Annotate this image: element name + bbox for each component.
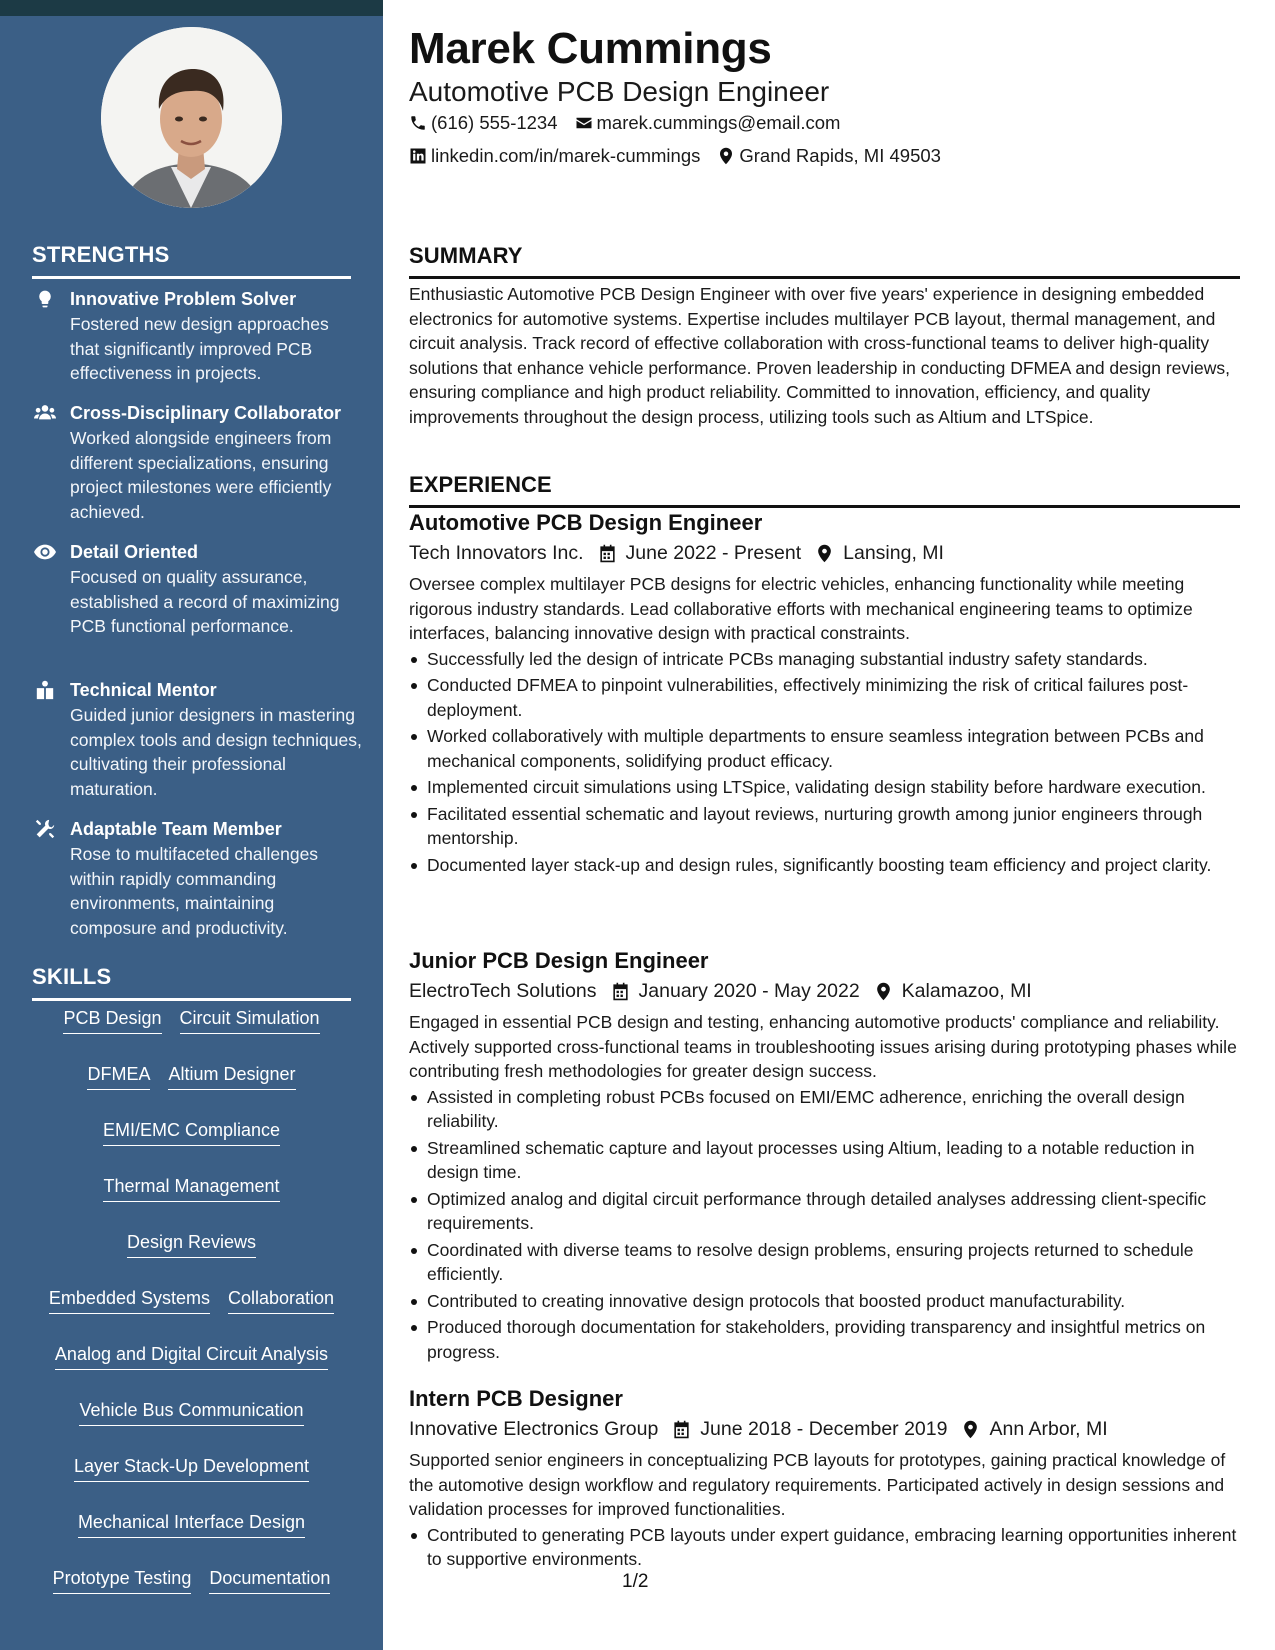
map-pin-icon — [961, 1420, 980, 1439]
company-name: Innovative Electronics Group — [409, 1418, 659, 1440]
candidate-name: Marek Cummings — [409, 24, 772, 73]
job-title: Automotive PCB Design Engineer — [409, 510, 763, 535]
job-location: Kalamazoo, MI — [874, 976, 1032, 1006]
strength-description: Rose to multifaceted challenges within rapidly commanding environments, maintaining composure and productivity. — [70, 844, 319, 938]
skill-tag: Design Reviews — [127, 1230, 256, 1258]
job-location: Lansing, MI — [815, 538, 944, 568]
envelope-icon — [575, 114, 593, 132]
map-pin-icon — [874, 982, 893, 1001]
map-pin-icon — [815, 544, 834, 563]
lightbulb-icon — [32, 287, 70, 309]
strength-title: Innovative Problem Solver — [70, 289, 297, 309]
mentor-icon — [32, 678, 70, 700]
list-item: Optimized analog and digital circuit performance through detailed analyses addressing client-specific requirements. — [409, 1187, 1240, 1236]
strength-description: Fostered new design approaches that significantly improved PCB effectiveness in projects. — [70, 314, 329, 383]
strength-description: Focused on quality assurance, established a record of maximizing PCB functional performance. — [70, 567, 340, 636]
strengths-heading: STRENGTHS — [32, 242, 351, 279]
location-text: Grand Rapids, MI 49503 — [739, 145, 941, 166]
contact-row — [409, 145, 958, 167]
list-item: Successfully led the design of intricate PCBs managing substantial industry safety standards. — [409, 647, 1240, 672]
job-title: Intern PCB Designer — [409, 1386, 623, 1411]
skill-tag: DFMEA — [87, 1062, 150, 1090]
job-entry — [409, 946, 1240, 1366]
linkedin-text: linkedin.com/in/marek-cummings — [431, 145, 701, 166]
job-description: Oversee complex multilayer PCB designs for electric vehicles, enhancing functionality while meeting rigorous industry standards. Lead collaborative efforts with mechanical engineering teams to optimize interfaces, balancing innovative design with practical constraints. — [409, 574, 1193, 643]
list-item: Assisted in completing robust PCBs focused on EMI/EMC adherence, enriching the overall design reliability. — [409, 1085, 1240, 1134]
strength-item — [32, 401, 362, 524]
contact-row — [409, 112, 857, 134]
strength-item — [32, 540, 362, 639]
job-meta — [409, 976, 1240, 1006]
strength-title: Cross-Disciplinary Collaborator — [70, 403, 342, 423]
job-dates: June 2018 - December 2019 — [672, 1414, 947, 1444]
skill-tag: Altium Designer — [168, 1062, 295, 1090]
contact-location — [717, 145, 941, 167]
page-number: 1/2 — [622, 1571, 649, 1592]
skill-tag: Prototype Testing — [53, 1566, 192, 1594]
skill-tag: Embedded Systems — [49, 1286, 210, 1314]
skill-tag: Thermal Management — [103, 1174, 279, 1202]
list-item: Implemented circuit simulations using LTSpice, validating design stability before hardware execution. — [409, 775, 1240, 800]
skill-tag: Documentation — [209, 1566, 330, 1594]
skill-tag: Circuit Simulation — [180, 1006, 320, 1034]
skills-list — [32, 1006, 351, 1594]
calendar-icon — [611, 982, 630, 1001]
map-pin-icon — [717, 147, 735, 165]
skill-tag: Vehicle Bus Communication — [79, 1398, 303, 1426]
email-text: marek.cummings@email.com — [596, 112, 841, 133]
skill-tag: Mechanical Interface Design — [78, 1510, 305, 1538]
job-description: Engaged in essential PCB design and testing, enhancing automotive products' compliance and reliability. Actively supported cross-functional teams in troubleshooting issues arising during prototyping phases while contributing fresh methodologies for greater design success. — [409, 1012, 1237, 1081]
job-bullets — [409, 1523, 1240, 1572]
job-meta — [409, 1414, 1240, 1444]
contact-email[interactable] — [575, 112, 841, 134]
list-item: Produced thorough documentation for stakeholders, providing transparency and insightful metrics on progress. — [409, 1315, 1240, 1364]
company-name: Tech Innovators Inc. — [409, 542, 584, 564]
list-item: Contributed to generating PCB layouts under expert guidance, embracing learning opportunities inherent to supportive environments. — [409, 1523, 1240, 1572]
users-icon — [32, 401, 70, 423]
strength-title: Technical Mentor — [70, 680, 217, 700]
list-item: Streamlined schematic capture and layout processes using Altium, leading to a notable reduction in design time. — [409, 1136, 1240, 1185]
strength-item — [32, 678, 362, 801]
job-dates: June 2022 - Present — [598, 538, 802, 568]
strength-description: Worked alongside engineers from different specializations, ensuring project milestones were efficiently achieved. — [70, 428, 332, 522]
skill-tag: Analog and Digital Circuit Analysis — [55, 1342, 328, 1370]
skills-heading: SKILLS — [32, 964, 351, 1001]
skill-tag: PCB Design — [63, 1006, 161, 1034]
job-bullets — [409, 1085, 1240, 1365]
list-item: Conducted DFMEA to pinpoint vulnerabilities, effectively minimizing the risk of critical failures post-deployment. — [409, 673, 1240, 722]
job-entry — [409, 508, 1240, 879]
experience-heading: EXPERIENCE — [409, 471, 1240, 508]
strength-item — [32, 817, 362, 940]
strength-item — [32, 287, 362, 386]
sidebar-top-bar — [0, 0, 383, 16]
summary-heading: SUMMARY — [409, 242, 1240, 279]
skill-tag: Collaboration — [228, 1286, 334, 1314]
skill-tag: Layer Stack-Up Development — [74, 1454, 309, 1482]
strength-description: Guided junior designers in mastering complex tools and design techniques, cultivating their professional maturation. — [70, 705, 362, 799]
phone-icon — [409, 114, 427, 132]
list-item: Contributed to creating innovative design protocols that boosted product manufacturability. — [409, 1289, 1240, 1314]
job-location: Ann Arbor, MI — [961, 1414, 1107, 1444]
summary-text: Enthusiastic Automotive PCB Design Engineer with over five years' experience in designing embedded electronics for automotive systems. Expertise includes multilayer PCB layout, thermal management, and circuit analysis. Track record of effective collaboration with cross-functional teams to deliver high-quality solutions that enhance vehicle performance. Proven leadership in conducting DFMEA and design reviews, ensuring compliance and high product reliability. Committed to innovation, efficiency, and quality improvements throughout the design process, utilizing tools such as Altium and LTSpice. — [409, 284, 1231, 427]
sidebar — [0, 0, 383, 1650]
tools-icon — [32, 817, 70, 839]
calendar-icon — [672, 1420, 691, 1439]
list-item: Coordinated with diverse teams to resolve design problems, ensuring projects returned to schedule efficiently. — [409, 1238, 1240, 1287]
phone-text: (616) 555-1234 — [431, 112, 558, 133]
strength-title: Detail Oriented — [70, 542, 199, 562]
eye-icon — [32, 540, 70, 562]
list-item: Worked collaboratively with multiple departments to ensure seamless integration between PCBs and mechanical components, solidifying product efficacy. — [409, 724, 1240, 773]
job-title: Junior PCB Design Engineer — [409, 948, 709, 973]
skill-tag: EMI/EMC Compliance — [103, 1118, 280, 1146]
job-entry — [409, 1384, 1240, 1574]
job-description: Supported senior engineers in conceptualizing PCB layouts for prototypes, gaining practical knowledge of the automotive design workflow and regulatory requirements. Participated actively in design sessions and validation processes for improved functionalities. — [409, 1450, 1226, 1519]
strength-title: Adaptable Team Member — [70, 819, 282, 839]
job-meta — [409, 538, 1240, 568]
linkedin-icon — [409, 147, 427, 165]
job-dates: January 2020 - May 2022 — [611, 976, 860, 1006]
contact-phone[interactable] — [409, 112, 558, 134]
calendar-icon — [598, 544, 617, 563]
job-bullets — [409, 647, 1240, 878]
company-name: ElectroTech Solutions — [409, 980, 597, 1002]
contact-linkedin[interactable] — [409, 145, 700, 167]
list-item: Documented layer stack-up and design rules, significantly boosting team efficiency and project clarity. — [409, 853, 1240, 878]
job-title-headline: Automotive PCB Design Engineer — [409, 76, 830, 107]
profile-photo — [101, 27, 282, 208]
list-item: Facilitated essential schematic and layout reviews, nurturing growth among junior engineers through mentorship. — [409, 802, 1240, 851]
